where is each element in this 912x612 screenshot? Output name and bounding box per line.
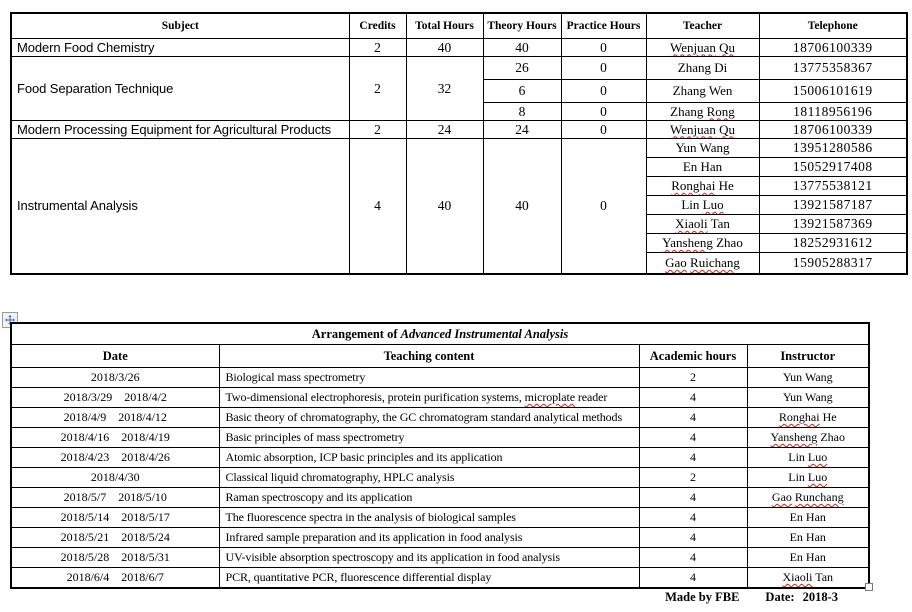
total-hours-cell: 40: [406, 39, 483, 57]
teacher-cell: [646, 57, 759, 80]
misspelled-text: Ronghai: [671, 178, 716, 193]
academic-hours-cell: 2: [639, 368, 747, 388]
teaching-content-cell: [219, 468, 639, 488]
misspelled-text: Yansheng: [662, 235, 713, 250]
instructor-cell: [747, 388, 869, 408]
subject-cell: Food Separation Technique: [11, 57, 349, 121]
date-cell: 2018/3/29 2018/4/2: [11, 388, 219, 408]
misspelled-text: Gao: [771, 490, 792, 504]
misspelled-text: microplate: [524, 390, 575, 404]
text: The fluorescence spectra in the analysis of biological samples: [225, 510, 516, 524]
instructor-cell: [747, 368, 869, 388]
schedule-row: [11, 548, 869, 568]
instructor-cell: [747, 508, 869, 528]
misspelled-text: Qu: [719, 121, 736, 137]
instructor-cell: [747, 548, 869, 568]
teacher-cell: [646, 234, 759, 253]
theory-hours-cell: 8: [483, 103, 561, 121]
misspelled-text: Luo: [807, 470, 828, 484]
practice-hours-cell: 0: [561, 39, 646, 57]
text: Yun Wang: [782, 390, 833, 404]
credits-cell: 2: [349, 57, 406, 121]
column-header-theory-hours: Theory Hours: [483, 13, 561, 39]
course-table-header-row: [11, 13, 907, 39]
text: Raman spectroscopy and its application: [225, 490, 413, 504]
text: Two-dimensional electrophoresis, protein purification systems,: [225, 390, 525, 404]
misspelled-text: Ruichang: [690, 254, 740, 270]
teaching-content-cell: [219, 428, 639, 448]
schedule-row: [11, 468, 869, 488]
misspelled-text: Yansheng: [770, 430, 818, 444]
date-cell: 2018/4/9 2018/4/12: [11, 408, 219, 428]
column-header-teaching-content: Teaching content: [219, 345, 639, 368]
schedule-title-row: [11, 323, 869, 345]
teaching-content-cell: [219, 388, 639, 408]
table-row: [11, 39, 907, 57]
text: Basic principles of mass spectrometry: [225, 430, 405, 444]
text: Infrared sample preparation and its application in food analysis: [225, 530, 523, 544]
teacher-cell: [646, 158, 759, 177]
misspelled-text: Rong: [706, 103, 735, 119]
text: Zhao: [712, 235, 743, 250]
theory-hours-cell: 6: [483, 80, 561, 103]
schedule-row: [11, 528, 869, 548]
telephone-cell: 18706100339: [759, 121, 907, 139]
schedule-row: [11, 388, 869, 408]
academic-hours-cell: 4: [639, 508, 747, 528]
schedule-row: [11, 368, 869, 388]
theory-hours-cell: 40: [483, 139, 561, 274]
date-cell: 2018/6/4 2018/6/7: [11, 568, 219, 588]
telephone-cell: 13921587369: [759, 215, 907, 234]
text: Yun Wang: [675, 140, 730, 155]
schedule-row: [11, 568, 869, 588]
total-hours-cell: 40: [406, 139, 483, 274]
subject-cell: Instrumental Analysis: [11, 139, 349, 274]
telephone-cell: 13775358367: [759, 57, 907, 80]
text: Zhang: [670, 103, 707, 119]
teaching-content-cell: [219, 548, 639, 568]
text: Zhang Wen: [672, 83, 733, 98]
misspelled-text: Xiaoli: [782, 569, 813, 584]
academic-hours-cell: 4: [639, 528, 747, 548]
end-of-cell-mark: [865, 583, 873, 591]
instructor-cell: [747, 428, 869, 448]
telephone-cell: 13775538121: [759, 177, 907, 196]
text: Yun Wang: [782, 370, 833, 384]
text: Lin: [788, 470, 808, 484]
schedule-header-row: [11, 345, 869, 368]
academic-hours-cell: 4: [639, 548, 747, 568]
telephone-cell: 18706100339: [759, 39, 907, 57]
text: En Han: [789, 530, 826, 544]
instructor-cell: [747, 488, 869, 508]
misspelled-text: Luo: [807, 450, 828, 464]
practice-hours-cell: 0: [561, 57, 646, 80]
telephone-cell: 15006101619: [759, 80, 907, 103]
footer-date-value: 2018-3: [802, 590, 838, 604]
academic-hours-cell: 4: [639, 448, 747, 468]
subject-cell: Modern Food Chemistry: [11, 39, 349, 57]
telephone-cell: 13921587187: [759, 196, 907, 215]
table-row: [11, 139, 907, 158]
theory-hours-cell: 24: [483, 121, 561, 139]
table-row: [11, 57, 907, 80]
schedule-table[interactable]: [10, 322, 870, 589]
misspelled-text: Luo: [702, 197, 724, 212]
text: PCR, quantitative PCR, fluorescence differential display: [225, 569, 492, 584]
teacher-cell: [646, 253, 759, 274]
date-cell: 2018/4/23 2018/4/26: [11, 448, 219, 468]
instructor-cell: [747, 448, 869, 468]
text: He: [819, 410, 837, 424]
column-header-telephone: Telephone: [759, 13, 907, 39]
column-header-date: Date: [11, 345, 219, 368]
text: Lin: [788, 450, 808, 464]
teacher-cell: [646, 196, 759, 215]
practice-hours-cell: 0: [561, 103, 646, 121]
telephone-cell: 15905288317: [759, 253, 907, 274]
teaching-content-cell: [219, 448, 639, 468]
credits-cell: 4: [349, 139, 406, 274]
practice-hours-cell: 0: [561, 121, 646, 139]
date-cell: 2018/5/7 2018/5/10: [11, 488, 219, 508]
footer-date-label: Date:: [765, 590, 795, 604]
text: Tan: [812, 569, 834, 584]
text: Lin: [681, 197, 703, 212]
teacher-cell: [646, 80, 759, 103]
practice-hours-cell: 0: [561, 139, 646, 274]
teaching-content-cell: [219, 488, 639, 508]
telephone-cell: 18252931612: [759, 234, 907, 253]
text: En Han: [789, 550, 826, 564]
column-header-subject: Subject: [11, 13, 349, 39]
column-header-academic-hours: Academic hours: [639, 345, 747, 368]
practice-hours-cell: 0: [561, 80, 646, 103]
column-header-instructor: Instructor: [747, 345, 869, 368]
date-cell: 2018/4/16 2018/4/19: [11, 428, 219, 448]
schedule-title: [11, 323, 869, 345]
text: Atomic absorption, ICP basic principles and its application: [225, 450, 503, 464]
academic-hours-cell: 2: [639, 468, 747, 488]
schedule-title-prefix: Arrangement of: [311, 326, 401, 341]
total-hours-cell: 32: [406, 57, 483, 121]
date-cell: 2018/5/28 2018/5/31: [11, 548, 219, 568]
instructor-cell: [747, 468, 869, 488]
date-cell: 2018/5/21 2018/5/24: [11, 528, 219, 548]
document-footer: [10, 590, 838, 605]
teaching-content-cell: [219, 408, 639, 428]
academic-hours-cell: 4: [639, 488, 747, 508]
teaching-content-cell: [219, 508, 639, 528]
teacher-cell: [646, 215, 759, 234]
teacher-cell: [646, 177, 759, 196]
instructor-cell: [747, 528, 869, 548]
academic-hours-cell: 4: [639, 408, 747, 428]
table-row: [11, 121, 907, 139]
schedule-row: [11, 448, 869, 468]
theory-hours-cell: 26: [483, 57, 561, 80]
teacher-cell: [646, 103, 759, 121]
text: Tan: [707, 216, 730, 231]
teaching-content-cell: [219, 568, 639, 588]
misspelled-text: Qu: [719, 39, 736, 55]
schedule-title-course-name: Advanced Instrumental Analysis: [400, 326, 569, 341]
text: He: [715, 178, 734, 193]
column-header-teacher: Teacher: [646, 13, 759, 39]
teacher-cell: [646, 121, 759, 139]
subject-cell: Modern Processing Equipment for Agricultural Products: [11, 121, 349, 139]
credits-cell: 2: [349, 39, 406, 57]
academic-hours-cell: 4: [639, 388, 747, 408]
column-header-total-hours: Total Hours: [406, 13, 483, 39]
schedule-row: [11, 428, 869, 448]
misspelled-text: Runchang: [794, 490, 844, 504]
academic-hours-cell: 4: [639, 568, 747, 588]
text: Zhao: [817, 430, 845, 444]
column-header-credits: Credits: [349, 13, 406, 39]
telephone-cell: 13951280586: [759, 139, 907, 158]
theory-hours-cell: 40: [483, 39, 561, 57]
teaching-content-cell: [219, 528, 639, 548]
telephone-cell: 18118956196: [759, 103, 907, 121]
misspelled-text: Xiaoli: [675, 216, 708, 231]
course-hours-table[interactable]: [10, 12, 908, 275]
teacher-cell: [646, 39, 759, 57]
text: UV-visible absorption spectroscopy and its application in food analysis: [225, 550, 560, 564]
schedule-row: [11, 488, 869, 508]
text: En Han: [789, 510, 826, 524]
schedule-row: [11, 408, 869, 428]
misspelled-text: Ronghai: [778, 410, 820, 424]
credits-cell: 2: [349, 121, 406, 139]
schedule-row: [11, 508, 869, 528]
date-cell: 2018/3/26: [11, 368, 219, 388]
instructor-cell: [747, 408, 869, 428]
misspelled-text: Wenjuan: [669, 121, 716, 137]
misspelled-text: Gao: [665, 254, 687, 270]
instructor-cell: [747, 568, 869, 588]
misspelled-text: Wenjuan: [669, 39, 716, 55]
date-cell: 2018/4/30: [11, 468, 219, 488]
column-header-practice-hours: Practice Hours: [561, 13, 646, 39]
footer-made-by: Made by FBE: [665, 590, 740, 604]
total-hours-cell: 24: [406, 121, 483, 139]
text: En Han: [682, 159, 723, 174]
date-cell: 2018/5/14 2018/5/17: [11, 508, 219, 528]
teacher-cell: [646, 139, 759, 158]
teaching-content-cell: [219, 368, 639, 388]
text: reader: [574, 390, 608, 404]
text: Classical liquid chromatography, HPLC analysis: [225, 470, 455, 484]
text: Zhang Di: [677, 60, 728, 75]
text: Biological mass spectrometry: [225, 370, 366, 384]
text: Basic theory of chromatography, the GC chromatogram standard analytical methods: [225, 410, 623, 424]
telephone-cell: 15052917408: [759, 158, 907, 177]
academic-hours-cell: 4: [639, 428, 747, 448]
